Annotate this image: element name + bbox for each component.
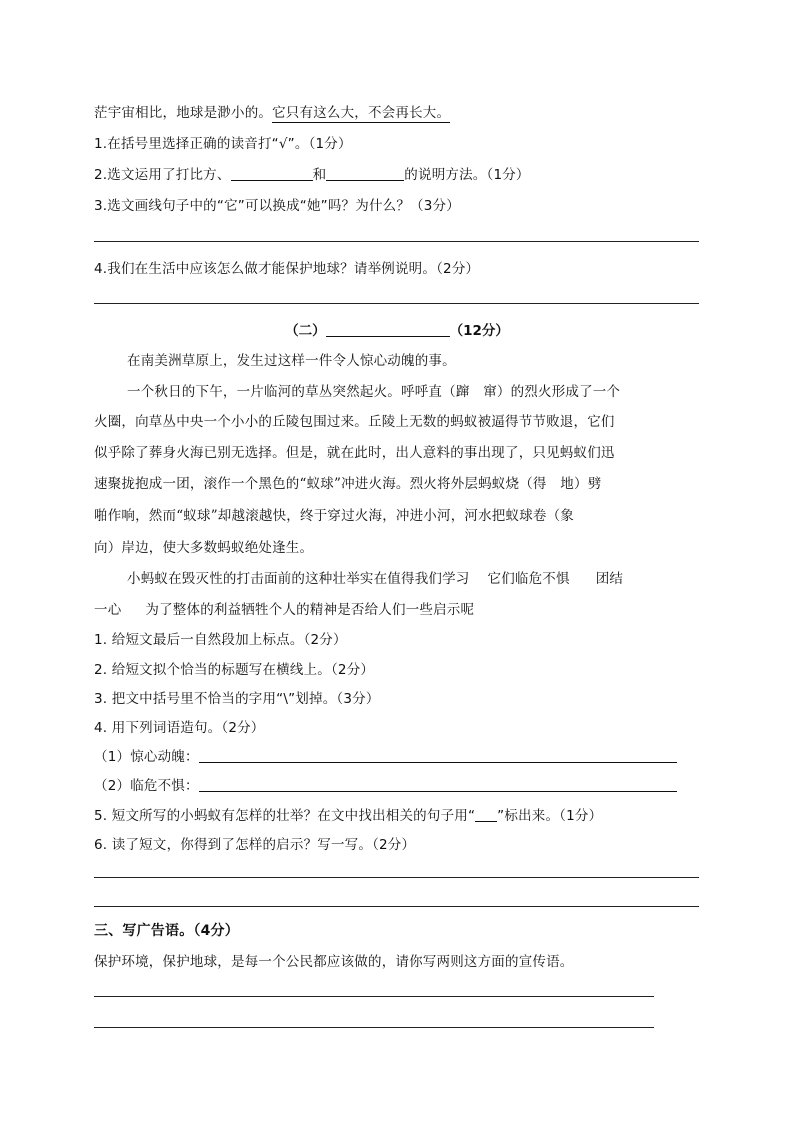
- question-1: 1.在括号里选择正确的读音打“√”。（1分）: [94, 136, 352, 152]
- section-title: （二） （12分）: [285, 323, 509, 339]
- question-3: 3. 把文中括号里不恰当的字用“\”划掉。（3分）: [94, 691, 380, 707]
- paragraph-line: 向）岸边，使大多数蚂蚁绝处逢生。: [94, 540, 314, 556]
- paragraph-line: 一个秋日的下午，一片临河的草丛突然起火。呼呼直（蹿 窜）的烈火形成了一个: [127, 384, 621, 400]
- underlined-sentence: 它只有这么大，不会再长大。: [272, 105, 451, 121]
- paragraph-line: 在南美洲草原上，发生过这样一件令人惊心动魄的事。: [127, 353, 456, 369]
- paragraph-line: 火圈，向草丛中央一个小小的丘陵包围过来。丘陵上无数的蚂蚁被逼得节节败退，它们: [94, 414, 615, 430]
- answer-blank[interactable]: [199, 777, 677, 792]
- answer-line[interactable]: [94, 1027, 654, 1028]
- answer-blank[interactable]: [231, 166, 313, 181]
- question-3: 3.选文画线句子中的“它”可以换成“她”吗？为什么？（3分）: [94, 198, 460, 214]
- question-6: 6. 读了短文，你得到了怎样的启示？写一写。（2分）: [94, 837, 416, 853]
- sentence-item-1: （1）惊心动魄：: [94, 745, 677, 765]
- title-blank[interactable]: [326, 322, 450, 337]
- answer-line[interactable]: [94, 877, 699, 878]
- question-1: 1. 给短文最后一自然段加上标点。（2分）: [94, 632, 347, 648]
- sentence-item-2: （2）临危不惧：: [94, 774, 677, 794]
- paragraph-line: 一心 为了整体的利益牺牲个人的精神是否给人们一些启示呢: [94, 602, 475, 618]
- paragraph-line: 速聚拢抱成一团，滚作一个黑色的“蚁球”冲进火海。烈火将外层蚂蚁烧（得 地）劈: [94, 476, 602, 492]
- passage-text: 茫宇宙相比，地球是渺小的。: [94, 105, 273, 121]
- question-4: 4. 用下列词语造句。（2分）: [94, 720, 265, 736]
- question-2: 2.选文运用了打比方、 和 的说明方法。（1分）: [94, 167, 530, 183]
- answer-blank[interactable]: [199, 748, 677, 763]
- section-prompt: 保护环境，保护地球，是每一个公民都应该做的，请你写两则这方面的宣传语。: [94, 954, 574, 970]
- answer-line[interactable]: [94, 241, 699, 242]
- answer-line[interactable]: [94, 996, 654, 997]
- paragraph-line: 似乎除了葬身火海已别无选择。但是，就在此时，出人意料的事出现了，只见蚂蚁们迅: [94, 445, 615, 461]
- paragraph-line: 啪作响，然而“蚁球”却越滚越快，终于穿过火海，冲进小河，河水把蚁球卷（象: [94, 508, 575, 524]
- section-title: 三、写广告语。（4分）: [94, 923, 239, 939]
- question-4: 4.我们在生活中应该怎么做才能保护地球？请举例说明。（2分）: [94, 261, 480, 277]
- underline-symbol: [475, 807, 497, 822]
- answer-line[interactable]: [94, 303, 699, 304]
- question-5: 5. 短文所写的小蚂蚁有怎样的壮举？在文中找出相关的句子用“ ”标出来。（1分）: [94, 808, 603, 824]
- answer-blank[interactable]: [326, 166, 404, 181]
- paragraph-line: 小蚂蚁在毁灭性的打击面前的这种壮举实在值得我们学习 它们临危不惧 团结: [127, 571, 624, 587]
- answer-line[interactable]: [94, 906, 699, 907]
- question-2: 2. 给短文拟个恰当的标题写在横线上。（2分）: [94, 662, 375, 678]
- passage-line: [94, 101, 450, 121]
